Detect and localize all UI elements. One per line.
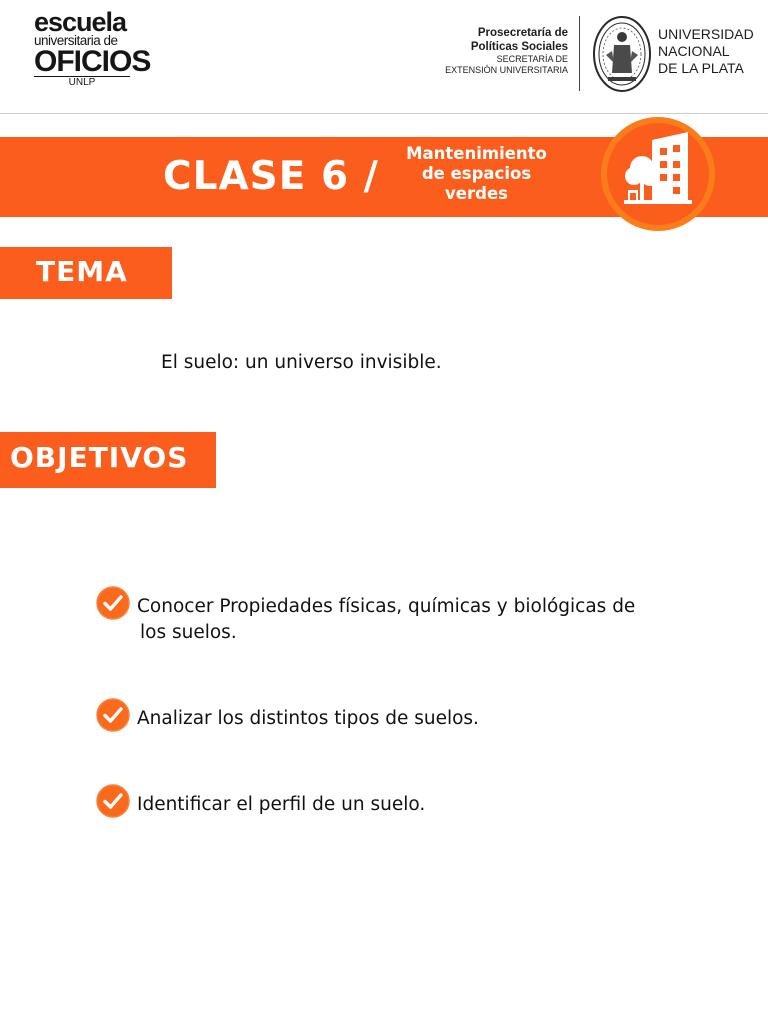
park-building-icon <box>598 114 718 234</box>
objetivos-label <box>0 432 216 488</box>
logo-line-unlp: UNLP <box>34 76 130 88</box>
class-subtitle-line3: verdes <box>445 184 508 203</box>
check-circle-icon <box>96 784 130 818</box>
escuela-de-oficios-logo <box>34 7 151 88</box>
objective-text <box>137 706 697 732</box>
objective-text-line1: Analizar los distintos tipos de suelos. <box>137 708 479 729</box>
tema-label <box>0 247 172 299</box>
objective-text-line1: Identificar el perfil de un suelo. <box>137 794 426 815</box>
objetivos-label-text: OBJETIVOS <box>10 441 189 474</box>
class-subtitle-line2: de espacios <box>421 164 532 183</box>
check-circle-icon <box>96 586 130 620</box>
header-divider <box>579 16 580 91</box>
logo-line-escuela: escuela <box>34 7 127 37</box>
check-circle-icon <box>96 698 130 732</box>
unlp-line1: UNIVERSIDAD <box>658 26 754 42</box>
header <box>0 0 768 115</box>
prosecretaria-line3: SECRETARÍA DE <box>496 54 568 64</box>
logo-line-universitaria: universitaria de <box>34 33 118 48</box>
class-subtitle <box>389 144 564 204</box>
prosecretaria-block <box>445 26 568 76</box>
objective-text-line2: los suelos. <box>140 622 237 643</box>
objective-text <box>137 594 697 646</box>
unlp-seal-icon <box>592 15 652 93</box>
prosecretaria-line1: Prosecretaría de <box>477 27 568 39</box>
prosecretaria-line2: Políticas Sociales <box>470 41 568 53</box>
tema-label-text: TEMA <box>36 255 128 288</box>
unlp-line2: NACIONAL <box>658 43 730 59</box>
class-title: CLASE 6 / <box>163 154 379 199</box>
unlp-line3: DE LA PLATA <box>658 60 744 76</box>
class-subtitle-line1: Mantenimiento <box>406 144 547 163</box>
objective-text-line1: Conocer Propiedades físicas, químicas y biológicas de <box>137 596 636 617</box>
prosecretaria-line4: EXTENSIÓN UNIVERSITARIA <box>445 65 568 75</box>
unlp-name <box>658 26 754 77</box>
objective-text <box>137 792 697 818</box>
logo-line-oficios: OFICIOS <box>34 45 151 78</box>
tema-text: El suelo: un universo invisible. <box>161 352 442 373</box>
